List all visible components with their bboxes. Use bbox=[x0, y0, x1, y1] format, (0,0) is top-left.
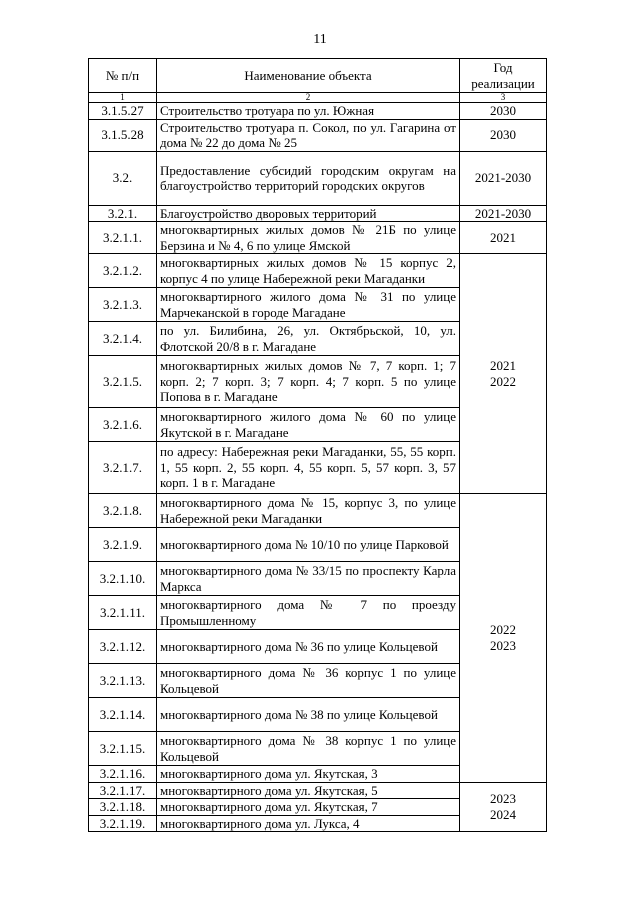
row-year-group bbox=[460, 782, 547, 832]
header-year bbox=[460, 59, 547, 93]
row-name: многоквартирного дома № 7 по проезду Промышленному bbox=[157, 596, 460, 630]
row-year: 2030 bbox=[460, 119, 547, 151]
header-year-line2: реализации bbox=[471, 75, 535, 91]
header-name: Наименование объекта bbox=[157, 59, 460, 93]
row-name: многоквартирного дома ул. Якутская, 3 bbox=[157, 766, 460, 783]
row-number: 3.2.1.19. bbox=[89, 815, 157, 832]
row-name: Строительство тротуара по ул. Южная bbox=[157, 103, 460, 120]
year-value: 2022 bbox=[490, 622, 516, 638]
row-name: по адресу: Набережная реки Магаданки, 55, 55 корп. 1, 55 корп. 2, 55 корп. 4, 55 корп. 5, 57 корп. 3, 57 корп. 1 в г. Магадане bbox=[157, 442, 460, 494]
row-name: многоквартирных жилых домов № 15 корпус 2, корпус 4 по улице Набережной реки Магаданки bbox=[157, 254, 460, 288]
column-index-row bbox=[89, 93, 547, 103]
row-number: 3.2.1.3. bbox=[89, 288, 157, 322]
header-num: № п/п bbox=[89, 59, 157, 93]
row-year-group bbox=[460, 494, 547, 783]
column-index: 2 bbox=[157, 93, 460, 103]
row-year: 2030 bbox=[460, 103, 547, 120]
row-number: 3.2.1.4. bbox=[89, 322, 157, 356]
row-number: 3.1.5.27 bbox=[89, 103, 157, 120]
row-name: многоквартирного дома ул. Лукса, 4 bbox=[157, 815, 460, 832]
row-name: многоквартирного дома ул. Якутская, 5 bbox=[157, 782, 460, 799]
row-name: многоквартирных жилых домов № 21Б по улице Берзина и № 4, 6 по улице Ямской bbox=[157, 222, 460, 254]
table-row bbox=[89, 151, 547, 205]
row-year: 2021-2030 bbox=[460, 151, 547, 205]
row-number: 3.1.5.28 bbox=[89, 119, 157, 151]
row-number: 3.2.1.9. bbox=[89, 528, 157, 562]
objects-table bbox=[88, 58, 547, 832]
column-index: 3 bbox=[460, 93, 547, 103]
row-name: Предоставление субсидий городским округам на благоустройство территорий городских округов bbox=[157, 151, 460, 205]
row-number: 3.2.1.13. bbox=[89, 664, 157, 698]
row-name: многоквартирного дома № 10/10 по улице Парковой bbox=[157, 528, 460, 562]
row-number: 3.2.1.5. bbox=[89, 356, 157, 408]
row-number: 3.2. bbox=[89, 151, 157, 205]
row-name: многоквартирного дома № 38 по улице Кольцевой bbox=[157, 698, 460, 732]
row-name: многоквартирного дома № 36 корпус 1 по улице Кольцевой bbox=[157, 664, 460, 698]
row-name: многоквартирного жилого дома № 31 по улице Марчеканской в городе Магадане bbox=[157, 288, 460, 322]
row-year-group bbox=[460, 254, 547, 494]
table-header-row bbox=[89, 59, 547, 93]
year-value: 2024 bbox=[490, 806, 516, 822]
table-row bbox=[89, 103, 547, 120]
row-name: Благоустройство дворовых территорий bbox=[157, 205, 460, 222]
row-number: 3.2.1. bbox=[89, 205, 157, 222]
row-number: 3.2.1.2. bbox=[89, 254, 157, 288]
table-row bbox=[89, 205, 547, 222]
column-index: 1 bbox=[89, 93, 157, 103]
table-row bbox=[89, 782, 547, 799]
row-name: многоквартирного дома № 36 по улице Кольцевой bbox=[157, 630, 460, 664]
row-number: 3.2.1.11. bbox=[89, 596, 157, 630]
page-number: 11 bbox=[313, 32, 327, 47]
row-number: 3.2.1.15. bbox=[89, 732, 157, 766]
row-number: 3.2.1.8. bbox=[89, 494, 157, 528]
table-row bbox=[89, 119, 547, 151]
row-name: Строительство тротуара п. Сокол, по ул. Гагарина от дома № 22 до дома № 25 bbox=[157, 119, 460, 151]
table-row bbox=[89, 494, 547, 528]
year-value: 2023 bbox=[490, 791, 516, 807]
header-year-line1: Год bbox=[493, 60, 513, 75]
row-number: 3.2.1.6. bbox=[89, 408, 157, 442]
row-number: 3.2.1.7. bbox=[89, 442, 157, 494]
year-value: 2021 bbox=[490, 358, 516, 373]
row-name: многоквартирного дома ул. Якутская, 7 bbox=[157, 799, 460, 816]
row-number: 3.2.1.14. bbox=[89, 698, 157, 732]
row-name: многоквартирного жилого дома № 60 по улице Якутской в г. Магадане bbox=[157, 408, 460, 442]
row-number: 3.2.1.12. bbox=[89, 630, 157, 664]
row-name: по ул. Билибина, 26, ул. Октябрьской, 10, ул. Флотской 20/8 в г. Магадане bbox=[157, 322, 460, 356]
year-value: 2022 bbox=[490, 373, 516, 389]
row-number: 3.2.1.1. bbox=[89, 222, 157, 254]
row-year: 2021-2030 bbox=[460, 205, 547, 222]
row-number: 3.2.1.18. bbox=[89, 799, 157, 816]
table-row bbox=[89, 254, 547, 288]
row-year: 2021 bbox=[460, 222, 547, 254]
year-value: 2023 bbox=[490, 637, 516, 653]
row-name: многоквартирного дома № 38 корпус 1 по улице Кольцевой bbox=[157, 732, 460, 766]
row-number: 3.2.1.16. bbox=[89, 766, 157, 783]
table-row bbox=[89, 222, 547, 254]
row-name: многоквартирных жилых домов № 7, 7 корп. 1; 7 корп. 2; 7 корп. 3; 7 корп. 4; 7 корп. 5 по улице Попова в г. Магадане bbox=[157, 356, 460, 408]
row-number: 3.2.1.17. bbox=[89, 782, 157, 799]
row-number: 3.2.1.10. bbox=[89, 562, 157, 596]
row-name: многоквартирного дома № 33/15 по проспекту Карла Маркса bbox=[157, 562, 460, 596]
row-name: многоквартирного дома № 15, корпус 3, по улице Набережной реки Магаданки bbox=[157, 494, 460, 528]
